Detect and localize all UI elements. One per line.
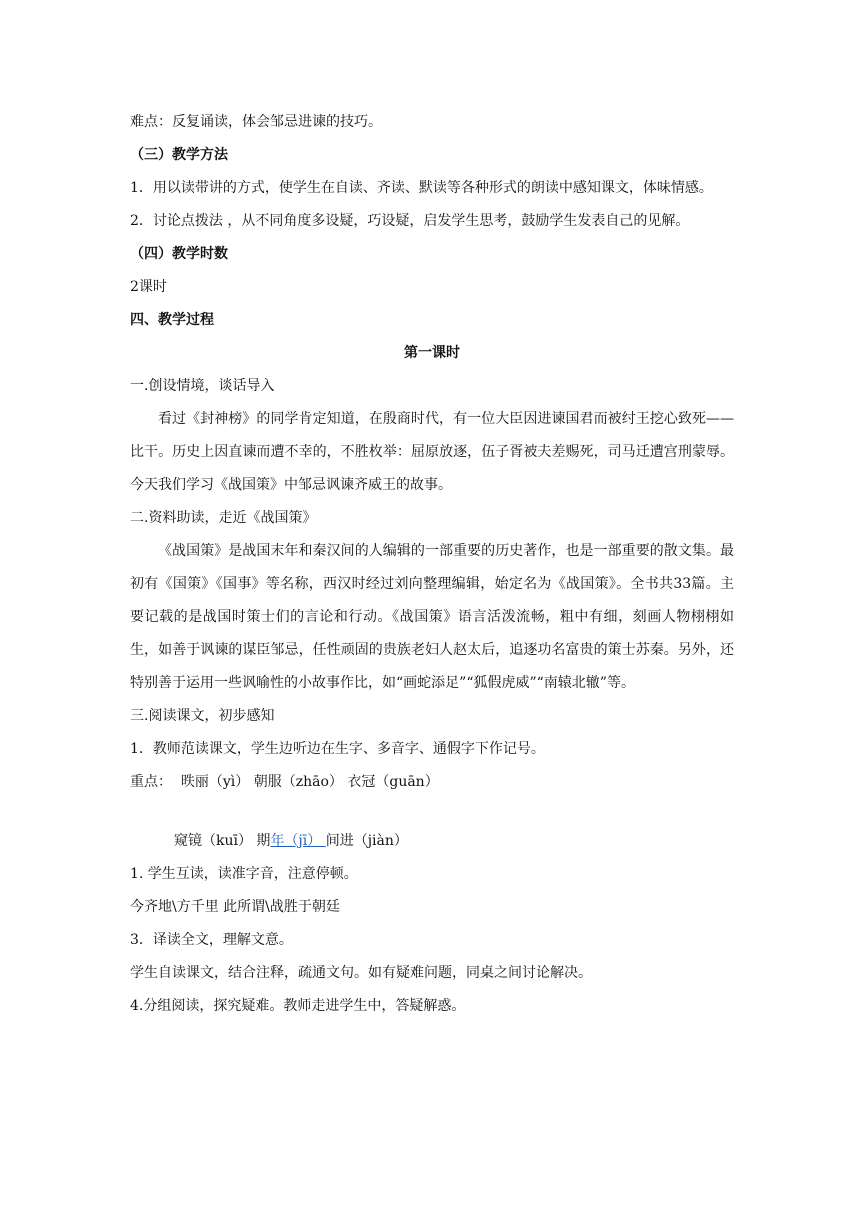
section-3-item-3: 3．译读全文，理解文意。 bbox=[130, 932, 293, 948]
document-page bbox=[130, 106, 734, 1023]
key-words-label: 重点： bbox=[130, 774, 172, 790]
section-3-title: 三.阅读课文，初步感知 bbox=[130, 708, 275, 724]
section-1-paragraph: 看过《封神榜》的同学肯定知道，在殷商时代，有一位大臣因进谏国君而被纣王挖心致死——比干。历史上因直谏而遭不幸的，不胜枚举：屈原放逐，伍子胥被夫差赐死，司马迁遭宫刑蒙辱。今天我们学习《战国策》中邹忌讽谏齐威王的故事。 bbox=[130, 411, 734, 493]
key-words-2-part-a: 窥镜（kuī） 期 bbox=[174, 833, 271, 849]
section-2-paragraph: 《战国策》是战国末年和秦汉间的人编辑的一部重要的历史著作，也是一部重要的散文集。最初有《国策》《国事》等名称，西汉时经过刘向整理编辑，始定名为《战国策》。全书共33篇。主要记载的是战国时策士们的言论和行动。《战国策》语言活泼流畅，粗中有细，刻画人物栩栩如生，如善于讽谏的谋臣邹忌，任性顽固的贵族老妇人赵太后，追逐功名富贵的策士苏秦。另外，还特别善于运用一些讽喻性的小故事作比，如“画蛇添足”“狐假虎威”“南辕北辙”等。 bbox=[130, 543, 734, 691]
teaching-hours: 2课时 bbox=[130, 279, 167, 295]
pause-example: 今齐地\方千里 此所谓\战胜于朝廷 bbox=[130, 899, 340, 915]
section-3-item-4: 4.分组阅读，探究疑难。教师走进学生中，答疑解惑。 bbox=[130, 998, 466, 1014]
key-words-2-part-b: 间进（jiàn） bbox=[325, 833, 408, 849]
method-item-2: 2．讨论点拨法 ，从不同角度多设疑，巧设疑，启发学生思考，鼓励学生发表自己的见解。 bbox=[130, 213, 690, 229]
method-item-1: 1．用以读带讲的方式，使学生在自读、齐读、默读等各种形式的朗读中感知课文，体味情感。 bbox=[130, 180, 713, 196]
lesson-title: 第一课时 bbox=[404, 345, 460, 361]
hyperlink-ji[interactable]: 年（jī） bbox=[270, 833, 326, 849]
key-words-list: 昳丽（yì） 朝服（zhāo） 衣冠（guān） bbox=[172, 774, 439, 790]
key-words-line bbox=[130, 766, 734, 799]
section-3-item-3-desc: 学生自读课文，结合注释，疏通文句。如有疑难问题，同桌之间讨论解决。 bbox=[130, 965, 592, 981]
heading-teaching-method: （三）教学方法 bbox=[130, 147, 228, 163]
difficulty-line: 难点：反复诵读，体会邹忌进谏的技巧。 bbox=[130, 114, 382, 130]
section-3-item-2: 1. 学生互读，读准字音，注意停顿。 bbox=[130, 866, 358, 882]
spacer bbox=[130, 799, 734, 825]
heading-teaching-hours: （四）教学时数 bbox=[130, 246, 228, 262]
section-2-title: 二.资料助读，走近《战国策》 bbox=[130, 510, 317, 526]
key-words-line-2 bbox=[130, 825, 734, 858]
heading-teaching-process: 四、教学过程 bbox=[130, 312, 214, 328]
section-3-item-1: 1．教师范读课文，学生边听边在生字、多音字、通假字下作记号。 bbox=[130, 741, 545, 757]
section-1-title: 一.创设情境，谈话导入 bbox=[130, 378, 275, 394]
